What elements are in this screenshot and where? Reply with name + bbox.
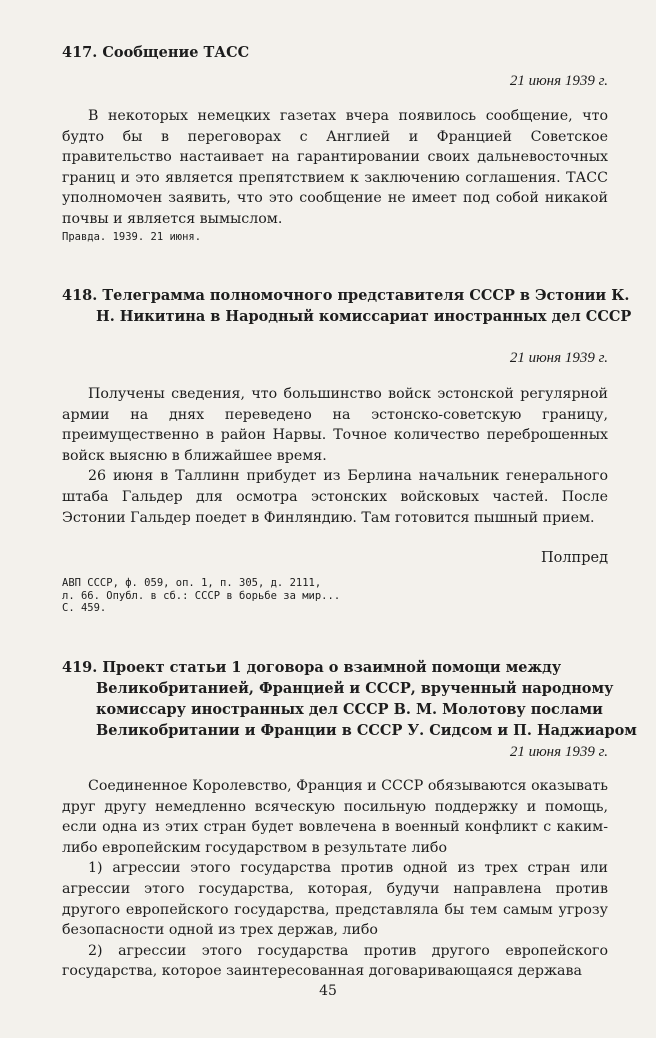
- paragraph: Соединенное Королевство, Франция и СССР обязываются оказывать друг другу немедленно всяческую посильную поддержку и помощь, если одна из этих стран будет вовлечена в военный конфликт с каким-либо европейским государством в результате либо: [62, 778, 608, 856]
- doc-417-body: [62, 106, 608, 230]
- page-number: 45: [319, 983, 337, 999]
- doc-417-heading: 417. Сообщение ТАСС: [62, 44, 250, 61]
- paragraph: Получены сведения, что большинство войск эстонской регулярной армии на днях переведено на эстонско-советскую границу, преимущественно в район Нарвы. Точное количество переброшенных войск выясню в ближайшее время.: [62, 386, 608, 464]
- doc-418-source: АВП СССР, ф. 059, оп. 1, п. 305, д. 2111, л. 66. Опубл. в сб.: СССР в борьбе за мир... С. 459.: [62, 577, 341, 615]
- paragraph: В некоторых немецких газетах вчера появилось сообщение, что будто бы в переговорах с Англией и Францией Советское правительство настаивает на гарантировании своих дальневосточных границ и это является препятствием к заключению соглашения. ТАСС уполномочен заявить, что это сообщение не имеет под собой никакой почвы и является вымыслом.: [62, 108, 608, 227]
- doc-418-signature: Полпред: [540, 550, 608, 566]
- doc-419-date: 21 июня 1939 г.: [509, 744, 608, 760]
- doc-418-body: [62, 384, 608, 528]
- paragraph: 2) агрессии этого государства против другого европейского государства, которое заинтересованная договаривающаяся держава: [62, 942, 608, 980]
- doc-418-heading: 418. Телеграмма полномочного представителя СССР в Эстонии К. Н. Никитина в Народный комиссариат иностранных дел СССР: [62, 287, 632, 325]
- doc-419-body: [62, 776, 608, 982]
- doc-417-date: 21 июня 1939 г.: [509, 73, 608, 89]
- doc-417-source: Правда. 1939. 21 июня.: [62, 231, 202, 243]
- doc-418-date: 21 июня 1939 г.: [509, 350, 608, 366]
- paragraph: 1) агрессии этого государства против одной из трех стран или агрессии этого государства, которая, будучи направлена против другого европейского государства, представляла бы тем самым угрозу безопасности одной из трех держав, либо: [62, 860, 608, 939]
- doc-419-heading: 419. Проект статьи 1 договора о взаимной помощи между Великобританией, Францией и СССР, врученный народному комиссару иностранных дел СССР В. М. Молотову послами Великобритании и Франции в СССР У. Сидсом и П. Наджиаром: [62, 659, 637, 739]
- paragraph: 26 июня в Таллинн прибудет из Берлина начальник генерального штаба Гальдер для осмотра эстонских войсковых частей. После Эстонии Гальдер поедет в Финляндию. Там готовится пышный прием.: [62, 468, 608, 526]
